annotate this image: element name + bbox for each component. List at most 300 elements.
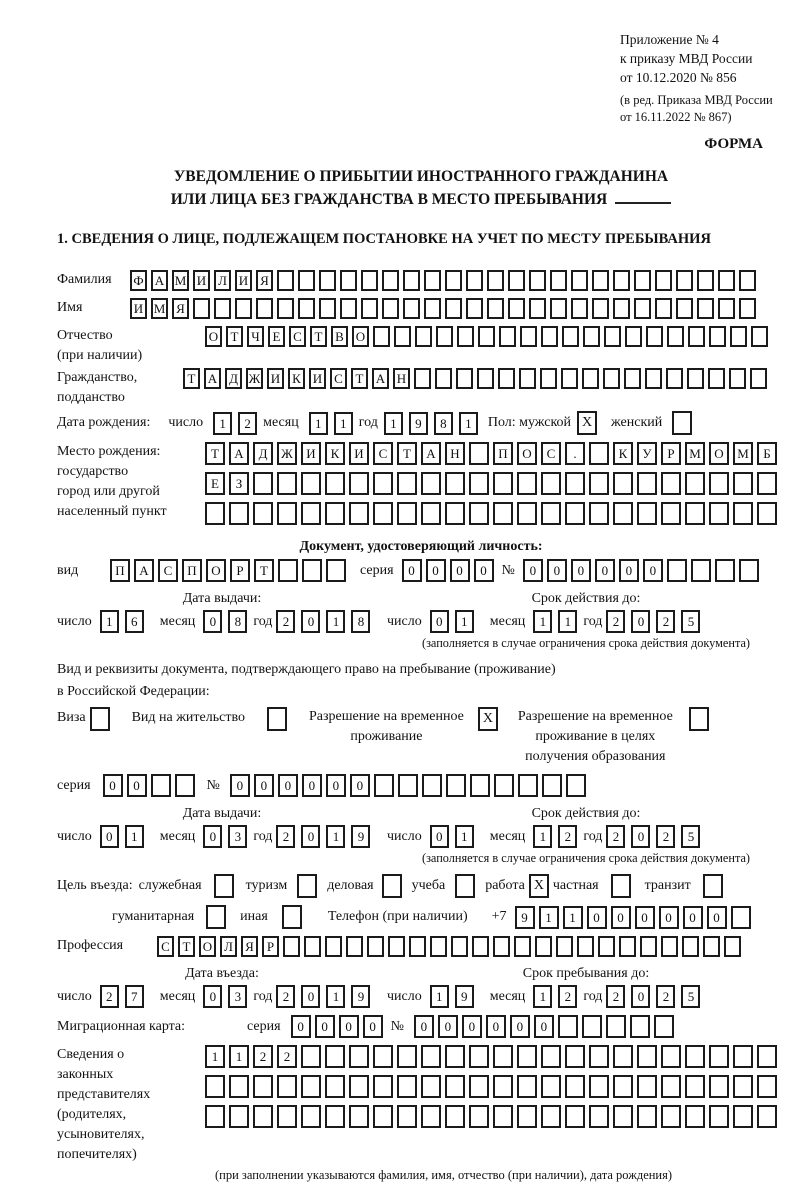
form-cell[interactable] [757,1045,777,1068]
form-cell[interactable] [409,936,426,957]
form-cell[interactable]: Е [268,326,285,347]
form-cell[interactable]: 0 [127,774,147,797]
form-cell[interactable]: 0 [203,610,222,633]
form-cell[interactable]: Т [351,368,368,389]
form-cell[interactable]: О [205,326,222,347]
form-cell[interactable]: Н [393,368,410,389]
form-cell[interactable]: 0 [595,559,615,582]
form-cell[interactable] [278,559,298,582]
form-cell[interactable]: И [193,270,210,291]
form-cell[interactable] [661,502,681,525]
form-cell[interactable] [229,1105,249,1128]
form-cell[interactable]: 5 [681,610,700,633]
form-cell[interactable] [397,1105,417,1128]
form-cell[interactable] [613,1075,633,1098]
form-cell[interactable]: И [130,298,147,319]
form-cell[interactable] [430,936,447,957]
form-cell[interactable] [592,270,609,291]
form-cell[interactable] [349,502,369,525]
form-cell[interactable] [603,368,620,389]
form-cell[interactable] [388,936,405,957]
form-cell[interactable] [655,298,672,319]
form-cell[interactable] [667,326,684,347]
form-cell[interactable]: Я [256,270,273,291]
form-cell[interactable] [733,502,753,525]
form-cell[interactable] [319,298,336,319]
rvp-checkbox[interactable]: X [478,707,498,731]
form-cell[interactable] [346,936,363,957]
form-cell[interactable]: 0 [326,774,346,797]
form-cell[interactable]: А [229,442,249,465]
form-cell[interactable] [687,368,704,389]
form-cell[interactable]: 0 [339,1015,359,1038]
form-cell[interactable] [469,1075,489,1098]
form-cell[interactable] [676,270,693,291]
form-cell[interactable] [654,1015,674,1038]
form-cell[interactable] [661,472,681,495]
form-cell[interactable] [397,472,417,495]
form-cell[interactable] [709,1105,729,1128]
form-cell[interactable] [697,298,714,319]
form-cell[interactable] [445,472,465,495]
form-cell[interactable] [349,1045,369,1068]
form-cell[interactable] [739,270,756,291]
form-cell[interactable] [517,1075,537,1098]
form-cell[interactable]: 1 [459,412,478,435]
form-cell[interactable] [637,1075,657,1098]
form-cell[interactable] [730,326,747,347]
form-cell[interactable]: С [373,442,393,465]
form-cell[interactable] [325,1045,345,1068]
form-cell[interactable] [253,502,273,525]
form-cell[interactable] [715,559,735,582]
form-cell[interactable] [589,472,609,495]
form-cell[interactable] [340,270,357,291]
form-cell[interactable]: 2 [558,825,577,848]
form-cell[interactable] [541,1105,561,1128]
form-cell[interactable] [630,1015,650,1038]
form-cell[interactable] [733,1075,753,1098]
form-cell[interactable] [598,936,615,957]
form-cell[interactable]: И [301,442,321,465]
form-cell[interactable]: 0 [301,825,320,848]
form-cell[interactable] [685,472,705,495]
form-cell[interactable] [519,368,536,389]
form-cell[interactable]: 2 [606,610,625,633]
form-cell[interactable] [619,936,636,957]
form-cell[interactable]: Л [220,936,237,957]
form-cell[interactable] [361,298,378,319]
form-cell[interactable] [709,502,729,525]
form-cell[interactable]: 0 [450,559,470,582]
form-cell[interactable]: А [372,368,389,389]
form-cell[interactable] [445,1105,465,1128]
form-cell[interactable] [724,936,741,957]
form-cell[interactable]: 2 [558,985,577,1008]
form-cell[interactable]: 0 [402,559,422,582]
form-cell[interactable]: С [158,559,178,582]
form-cell[interactable]: Т [178,936,195,957]
form-cell[interactable]: . [565,442,585,465]
form-cell[interactable] [403,298,420,319]
form-cell[interactable]: Ж [246,368,263,389]
form-cell[interactable]: 0 [534,1015,554,1038]
form-cell[interactable] [685,502,705,525]
form-cell[interactable] [592,298,609,319]
form-cell[interactable] [637,1105,657,1128]
form-cell[interactable] [301,472,321,495]
form-cell[interactable]: 0 [619,559,639,582]
purpose-other-checkbox[interactable] [282,905,302,929]
form-cell[interactable] [382,298,399,319]
form-cell[interactable] [253,1075,273,1098]
form-cell[interactable] [729,368,746,389]
form-cell[interactable] [302,559,322,582]
form-cell[interactable] [589,502,609,525]
form-cell[interactable]: А [421,442,441,465]
form-cell[interactable]: А [151,270,168,291]
purpose-business-checkbox[interactable] [382,874,402,898]
form-cell[interactable] [175,774,195,797]
form-cell[interactable] [397,1045,417,1068]
form-cell[interactable] [565,1075,585,1098]
purpose-humanitarian-checkbox[interactable] [206,905,226,929]
form-cell[interactable]: К [288,368,305,389]
form-cell[interactable]: 1 [533,825,552,848]
form-cell[interactable]: 0 [643,559,663,582]
form-cell[interactable] [301,1045,321,1068]
form-cell[interactable] [541,1075,561,1098]
form-cell[interactable] [445,502,465,525]
form-cell[interactable]: 2 [253,1045,273,1068]
form-cell[interactable] [655,270,672,291]
form-cell[interactable] [398,774,418,797]
form-cell[interactable] [661,1075,681,1098]
form-cell[interactable]: 0 [547,559,567,582]
form-cell[interactable] [397,1075,417,1098]
form-cell[interactable] [478,326,495,347]
form-cell[interactable] [685,1045,705,1068]
form-cell[interactable]: А [134,559,154,582]
form-cell[interactable] [298,298,315,319]
form-cell[interactable] [424,270,441,291]
form-cell[interactable]: Ф [130,270,147,291]
form-cell[interactable] [414,368,431,389]
form-cell[interactable]: Т [397,442,417,465]
form-cell[interactable] [494,774,514,797]
form-cell[interactable] [446,774,466,797]
form-cell[interactable]: 0 [510,1015,530,1038]
form-cell[interactable]: 1 [205,1045,225,1068]
form-cell[interactable]: 1 [563,906,583,929]
form-cell[interactable] [349,1075,369,1098]
form-cell[interactable] [445,1045,465,1068]
form-cell[interactable] [731,906,751,929]
purpose-private-checkbox[interactable] [611,874,631,898]
form-cell[interactable] [709,472,729,495]
form-cell[interactable] [477,368,494,389]
form-cell[interactable]: 2 [656,985,675,1008]
form-cell[interactable] [688,326,705,347]
form-cell[interactable]: О [206,559,226,582]
form-cell[interactable]: Т [183,368,200,389]
form-cell[interactable] [757,472,777,495]
form-cell[interactable] [415,326,432,347]
form-cell[interactable] [709,1045,729,1068]
form-cell[interactable] [685,1075,705,1098]
form-cell[interactable]: 2 [276,985,295,1008]
form-cell[interactable] [493,502,513,525]
form-cell[interactable]: 5 [681,985,700,1008]
form-cell[interactable]: 1 [533,610,552,633]
purpose-work-checkbox[interactable]: X [529,874,549,898]
form-cell[interactable]: 9 [351,985,370,1008]
form-cell[interactable] [661,1045,681,1068]
form-cell[interactable] [624,368,641,389]
form-cell[interactable]: 2 [276,825,295,848]
form-cell[interactable] [517,1105,537,1128]
form-cell[interactable] [397,502,417,525]
form-cell[interactable] [421,502,441,525]
form-cell[interactable] [493,936,510,957]
form-cell[interactable]: Д [253,442,273,465]
form-cell[interactable] [613,1045,633,1068]
form-cell[interactable] [193,298,210,319]
form-cell[interactable] [340,298,357,319]
form-cell[interactable] [577,936,594,957]
form-cell[interactable]: 0 [301,610,320,633]
form-cell[interactable]: Я [172,298,189,319]
form-cell[interactable]: 8 [351,610,370,633]
form-cell[interactable]: 1 [309,412,328,435]
form-cell[interactable] [205,502,225,525]
form-cell[interactable] [518,774,538,797]
form-cell[interactable] [445,1075,465,1098]
form-cell[interactable] [373,1045,393,1068]
form-cell[interactable]: 0 [203,985,222,1008]
form-cell[interactable]: О [709,442,729,465]
form-cell[interactable] [589,1075,609,1098]
form-cell[interactable]: С [541,442,561,465]
form-cell[interactable]: 1 [229,1045,249,1068]
form-cell[interactable] [304,936,321,957]
form-cell[interactable] [541,472,561,495]
form-cell[interactable] [565,472,585,495]
form-cell[interactable] [325,936,342,957]
form-cell[interactable]: Ж [277,442,297,465]
form-cell[interactable] [277,1075,297,1098]
form-cell[interactable] [493,472,513,495]
form-cell[interactable] [550,298,567,319]
form-cell[interactable] [646,326,663,347]
form-cell[interactable]: 2 [606,825,625,848]
form-cell[interactable] [571,298,588,319]
form-cell[interactable] [685,1105,705,1128]
form-cell[interactable]: М [685,442,705,465]
form-cell[interactable]: 0 [659,906,679,929]
purpose-study-checkbox[interactable] [455,874,475,898]
form-cell[interactable] [613,472,633,495]
form-cell[interactable]: 0 [426,559,446,582]
form-cell[interactable] [256,298,273,319]
form-cell[interactable]: 1 [384,412,403,435]
form-cell[interactable] [709,1075,729,1098]
form-cell[interactable] [606,1015,626,1038]
form-cell[interactable] [550,270,567,291]
form-cell[interactable] [562,326,579,347]
form-cell[interactable] [733,1045,753,1068]
form-cell[interactable]: 1 [533,985,552,1008]
form-cell[interactable] [151,774,171,797]
form-cell[interactable]: 0 [100,825,119,848]
form-cell[interactable] [235,298,252,319]
form-cell[interactable] [421,1105,441,1128]
form-cell[interactable]: 6 [125,610,144,633]
form-cell[interactable]: 1 [430,985,449,1008]
form-cell[interactable] [421,1045,441,1068]
form-cell[interactable]: С [157,936,174,957]
form-cell[interactable] [361,270,378,291]
form-cell[interactable] [457,326,474,347]
form-cell[interactable] [540,368,557,389]
form-cell[interactable] [604,326,621,347]
form-cell[interactable]: Е [205,472,225,495]
form-cell[interactable]: 3 [228,825,247,848]
form-cell[interactable] [469,442,489,465]
form-cell[interactable] [205,1105,225,1128]
form-cell[interactable]: Т [310,326,327,347]
form-cell[interactable]: 2 [100,985,119,1008]
form-cell[interactable]: 0 [414,1015,434,1038]
form-cell[interactable]: 0 [430,610,449,633]
form-cell[interactable]: 2 [606,985,625,1008]
form-cell[interactable]: 1 [539,906,559,929]
form-cell[interactable] [661,936,678,957]
form-cell[interactable]: 0 [631,610,650,633]
form-cell[interactable] [757,1105,777,1128]
form-cell[interactable]: И [349,442,369,465]
form-cell[interactable] [493,1075,513,1098]
purpose-tourism-checkbox[interactable] [297,874,317,898]
form-cell[interactable]: 0 [631,985,650,1008]
form-cell[interactable]: 0 [315,1015,335,1038]
form-cell[interactable] [469,1105,489,1128]
form-cell[interactable]: 0 [230,774,250,797]
form-cell[interactable] [634,298,651,319]
form-cell[interactable]: Т [226,326,243,347]
form-cell[interactable] [529,298,546,319]
form-cell[interactable]: 0 [571,559,591,582]
form-cell[interactable]: 9 [455,985,474,1008]
form-cell[interactable]: 7 [125,985,144,1008]
form-cell[interactable] [421,472,441,495]
form-cell[interactable] [558,1015,578,1038]
form-cell[interactable]: Т [254,559,274,582]
form-cell[interactable] [499,326,516,347]
form-cell[interactable]: 2 [277,1045,297,1068]
form-cell[interactable] [436,326,453,347]
form-cell[interactable] [472,936,489,957]
form-cell[interactable]: П [110,559,130,582]
form-cell[interactable]: 1 [334,412,353,435]
form-cell[interactable] [625,326,642,347]
form-cell[interactable] [301,1075,321,1098]
form-cell[interactable]: 0 [587,906,607,929]
form-cell[interactable] [349,472,369,495]
form-cell[interactable] [565,502,585,525]
form-cell[interactable] [589,442,609,465]
form-cell[interactable] [451,936,468,957]
form-cell[interactable] [757,1075,777,1098]
form-cell[interactable]: 0 [438,1015,458,1038]
form-cell[interactable] [325,472,345,495]
form-cell[interactable]: 0 [350,774,370,797]
form-cell[interactable]: 1 [125,825,144,848]
form-cell[interactable] [514,936,531,957]
form-cell[interactable] [325,1075,345,1098]
form-cell[interactable] [298,270,315,291]
form-cell[interactable] [520,326,537,347]
sex-male-checkbox[interactable]: X [577,411,597,435]
form-cell[interactable] [373,326,390,347]
form-cell[interactable]: 1 [455,610,474,633]
form-cell[interactable]: 0 [474,559,494,582]
form-cell[interactable] [205,1075,225,1098]
form-cell[interactable]: 2 [656,610,675,633]
form-cell[interactable] [709,326,726,347]
form-cell[interactable] [682,936,699,957]
form-cell[interactable] [229,502,249,525]
form-cell[interactable] [470,774,490,797]
form-cell[interactable] [373,1075,393,1098]
form-cell[interactable]: 0 [611,906,631,929]
form-cell[interactable]: Н [445,442,465,465]
form-cell[interactable] [277,270,294,291]
form-cell[interactable]: 9 [351,825,370,848]
form-cell[interactable] [349,1105,369,1128]
form-cell[interactable]: 0 [291,1015,311,1038]
form-cell[interactable] [277,1105,297,1128]
form-cell[interactable]: 0 [363,1015,383,1038]
form-cell[interactable] [640,936,657,957]
form-cell[interactable]: 0 [103,774,123,797]
form-cell[interactable]: Т [205,442,225,465]
form-cell[interactable] [394,326,411,347]
form-cell[interactable] [542,774,562,797]
form-cell[interactable]: 0 [631,825,650,848]
form-cell[interactable] [565,1045,585,1068]
form-cell[interactable]: 1 [326,610,345,633]
form-cell[interactable] [750,368,767,389]
form-cell[interactable]: 1 [558,610,577,633]
form-cell[interactable]: И [235,270,252,291]
form-cell[interactable] [253,1105,273,1128]
form-cell[interactable]: 5 [681,825,700,848]
form-cell[interactable] [508,298,525,319]
form-cell[interactable] [325,1105,345,1128]
form-cell[interactable] [613,298,630,319]
form-cell[interactable] [718,298,735,319]
form-cell[interactable] [589,1045,609,1068]
form-cell[interactable] [708,368,725,389]
form-cell[interactable]: С [330,368,347,389]
form-cell[interactable] [435,368,452,389]
form-cell[interactable] [373,472,393,495]
form-cell[interactable] [508,270,525,291]
form-cell[interactable]: И [309,368,326,389]
form-cell[interactable]: 0 [486,1015,506,1038]
form-cell[interactable] [301,1105,321,1128]
